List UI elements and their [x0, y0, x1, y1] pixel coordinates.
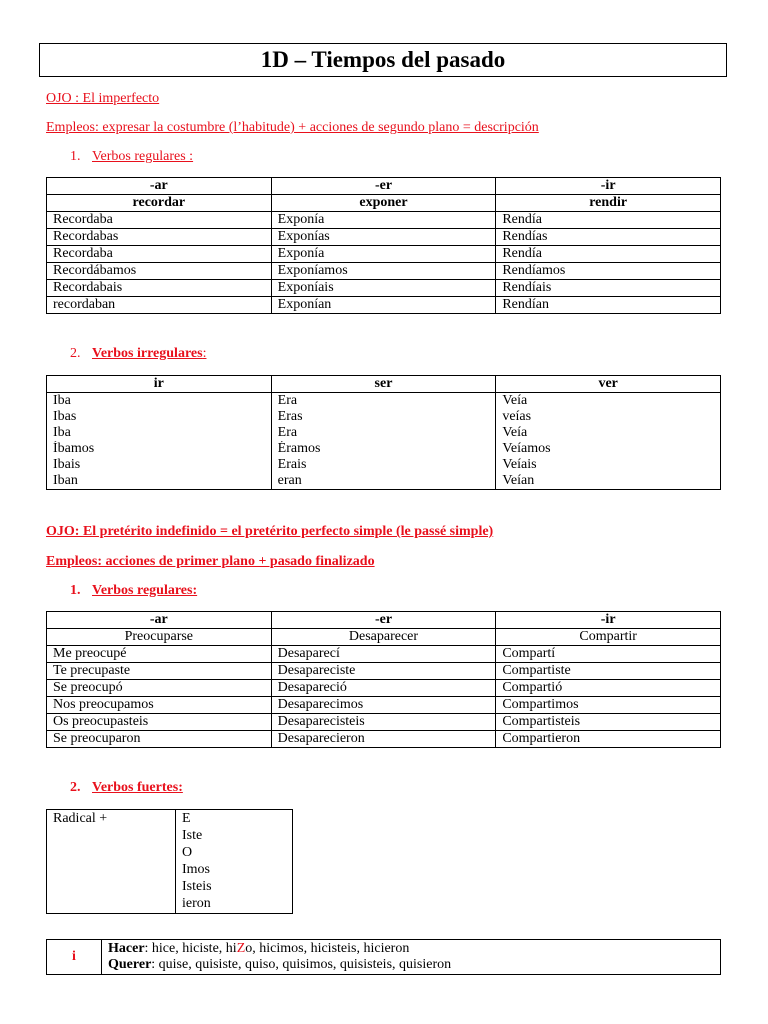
note-content — [102, 940, 721, 975]
table-cell: Desaparecisteis — [271, 714, 496, 731]
table-row — [47, 697, 721, 714]
table-row — [47, 457, 721, 473]
table-row — [47, 810, 293, 914]
endings-cell — [176, 810, 293, 914]
table-row — [47, 441, 721, 457]
section-label: Verbos fuertes: — [92, 780, 183, 795]
table-cell: Recordaba — [47, 246, 272, 263]
imperfecto-regular-label — [70, 149, 193, 165]
irregular-note-box — [46, 939, 721, 975]
table-cell: Se preocupó — [47, 680, 272, 697]
table-cell: Recordábamos — [47, 263, 272, 280]
verb-header: Desaparecer — [271, 629, 496, 646]
table-cell: veías — [496, 409, 721, 425]
list-number: 2. — [70, 780, 81, 795]
table-row — [47, 663, 721, 680]
hacer-z: Z — [236, 941, 246, 956]
table-cell: Veía — [496, 425, 721, 441]
table-cell: Rendían — [496, 297, 721, 314]
table-cell: Veían — [496, 473, 721, 490]
table-cell: Nos preocupamos — [47, 697, 272, 714]
column-header: -er — [271, 178, 496, 195]
table-row — [47, 297, 721, 314]
table-verb-row — [47, 195, 721, 212]
table-cell: Iban — [47, 473, 272, 490]
table-row — [47, 646, 721, 663]
table-cell: Compartieron — [496, 731, 721, 748]
table-cell: Desaparecí — [271, 646, 496, 663]
ending: O — [182, 844, 193, 860]
section-label: Verbos regulares: — [92, 583, 198, 598]
table-cell: Desapareció — [271, 680, 496, 697]
table-cell: Exponías — [271, 229, 496, 246]
table-header-row — [47, 178, 721, 195]
column-header: -ar — [47, 612, 272, 629]
querer-forms: : quise, quisiste, quiso, quisimos, quisisteis, quisieron — [151, 957, 452, 972]
querer-label: Querer — [108, 957, 152, 972]
imperfecto-regular-table — [46, 177, 721, 314]
verb-header: rendir — [496, 195, 721, 212]
verb-header: Compartir — [496, 629, 721, 646]
table-cell: Veíais — [496, 457, 721, 473]
ending: E — [182, 811, 191, 826]
table-row — [47, 714, 721, 731]
table-row — [47, 393, 721, 410]
column-header: -ar — [47, 178, 272, 195]
column-header: -ir — [496, 612, 721, 629]
table-cell: Exponía — [271, 246, 496, 263]
table-cell: Exponía — [271, 212, 496, 229]
imperfecto-irregular-table — [46, 375, 721, 490]
hacer-forms: : hice, hiciste, hi — [144, 941, 237, 956]
table-cell: Íbamos — [47, 441, 272, 457]
table-cell: Desaparecieron — [271, 731, 496, 748]
indefinido-regular-table — [46, 611, 721, 748]
radical-cell: Radical + — [47, 810, 176, 914]
hacer-forms-rest: o, hicimos, hicisteis, hicieron — [245, 941, 410, 956]
table-cell: Recordaba — [47, 212, 272, 229]
indefinido-regular-label — [70, 583, 197, 599]
table-row — [47, 229, 721, 246]
info-icon: i — [47, 940, 102, 975]
table-row — [47, 940, 721, 975]
table-cell: Rendía — [496, 212, 721, 229]
table-cell: Rendía — [496, 246, 721, 263]
table-cell: Se preocuparon — [47, 731, 272, 748]
table-cell: Exponíais — [271, 280, 496, 297]
table-row — [47, 280, 721, 297]
table-cell: Erais — [271, 457, 496, 473]
table-cell: Desaparecimos — [271, 697, 496, 714]
table-row — [47, 731, 721, 748]
column-header: -er — [271, 612, 496, 629]
hacer-line — [108, 941, 714, 957]
table-cell: Ibais — [47, 457, 272, 473]
hacer-label: Hacer — [108, 941, 145, 956]
table-row — [47, 680, 721, 697]
table-cell: Recordabas — [47, 229, 272, 246]
table-cell: Te precupaste — [47, 663, 272, 680]
imperfecto-heading: OJO : El imperfecto — [46, 91, 160, 106]
section-label: Verbos regulares : — [92, 149, 194, 164]
list-number: 1. — [70, 583, 81, 598]
indefinido-uses: Empleos: acciones de primer plano + pasado finalizado — [46, 554, 375, 569]
column-header: ser — [271, 376, 496, 393]
table-cell: Os preocupasteis — [47, 714, 272, 731]
column-header: ver — [496, 376, 721, 393]
table-row — [47, 409, 721, 425]
ending: ieron — [182, 895, 211, 911]
page-title: 1D – Tiempos del pasado — [39, 43, 727, 77]
table-row — [47, 246, 721, 263]
table-cell: Rendíais — [496, 280, 721, 297]
table-cell: Compartimos — [496, 697, 721, 714]
imperfecto-irregular-label — [70, 346, 206, 362]
table-cell: Rendíamos — [496, 263, 721, 280]
column-header: ir — [47, 376, 272, 393]
table-header-row — [47, 612, 721, 629]
table-cell: Compartiste — [496, 663, 721, 680]
table-row — [47, 263, 721, 280]
indefinido-strong-label — [70, 780, 183, 796]
table-cell: Me preocupé — [47, 646, 272, 663]
table-header-row — [47, 376, 721, 393]
table-cell: Iba — [47, 425, 272, 441]
section-label: Verbos irregulares — [92, 346, 203, 361]
indefinido-heading: OJO: El pretérito indefinido = el pretérito perfecto simple (le passé simple) — [46, 524, 494, 539]
ending: Iste — [182, 827, 203, 843]
table-cell: Ibas — [47, 409, 272, 425]
ending: Isteis — [182, 878, 212, 894]
verb-header: Preocuparse — [47, 629, 272, 646]
list-number: 2. — [70, 346, 81, 361]
imperfecto-uses: Empleos: expresar la costumbre (l’habitude) + acciones de segundo plano = descripción — [46, 120, 539, 135]
table-cell: Veíamos — [496, 441, 721, 457]
table-cell: Era — [271, 393, 496, 410]
table-cell: Desapareciste — [271, 663, 496, 680]
table-cell: Era — [271, 425, 496, 441]
table-cell: Éramos — [271, 441, 496, 457]
table-cell: Iba — [47, 393, 272, 410]
table-cell: Exponíamos — [271, 263, 496, 280]
table-verb-row — [47, 629, 721, 646]
table-row — [47, 473, 721, 490]
table-cell: Rendías — [496, 229, 721, 246]
strong-verbs-table — [46, 809, 293, 914]
table-row — [47, 212, 721, 229]
table-cell: recordaban — [47, 297, 272, 314]
table-cell: Exponían — [271, 297, 496, 314]
table-cell: Recordabais — [47, 280, 272, 297]
ending: Imos — [182, 861, 210, 877]
verb-header: recordar — [47, 195, 272, 212]
table-cell: Eras — [271, 409, 496, 425]
column-header: -ir — [496, 178, 721, 195]
table-cell: Compartió — [496, 680, 721, 697]
table-cell: Compartisteis — [496, 714, 721, 731]
list-number: 1. — [70, 149, 81, 164]
table-cell: Veía — [496, 393, 721, 410]
label-colon: : — [202, 346, 207, 361]
querer-line — [108, 957, 714, 973]
table-cell: Compartí — [496, 646, 721, 663]
verb-header: exponer — [271, 195, 496, 212]
table-cell: eran — [271, 473, 496, 490]
table-row — [47, 425, 721, 441]
